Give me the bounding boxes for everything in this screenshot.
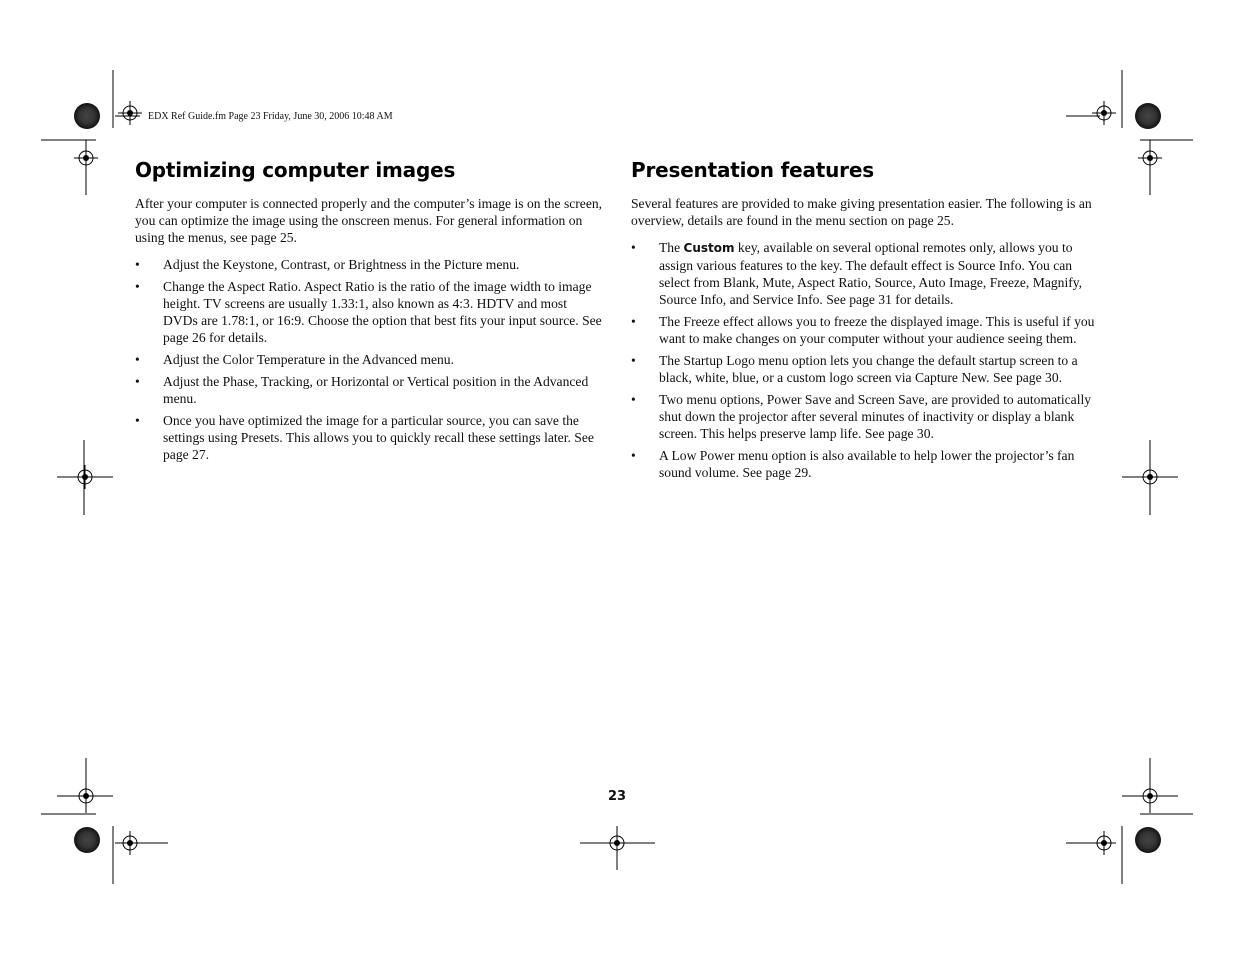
list-item: [631, 391, 1101, 442]
registration-dot-icon: [74, 103, 100, 129]
list-item: [135, 278, 605, 346]
list-item-text: The Freeze effect allows you to freeze the displayed image. This is useful if you want to make changes on your computer without your audience seeing them.: [659, 314, 1095, 346]
custom-prefix-text: The: [659, 240, 684, 255]
list-item: [135, 412, 605, 463]
bullet-icon: •: [631, 314, 636, 329]
bullet-icon: •: [135, 257, 140, 272]
file-info-header: EDX Ref Guide.fm Page 23 Friday, June 30, 2006 10:48 AM: [148, 111, 393, 122]
page-number: 23: [607, 789, 627, 804]
left-column: [135, 158, 605, 468]
list-item-text: The Startup Logo menu option lets you change the default startup screen to a black, white, blue, or a custom logo screen via Capture New. See page 30.: [659, 353, 1078, 385]
registration-dot-icon: [74, 827, 100, 853]
bullet-icon: •: [135, 374, 140, 389]
section-title-presentation: Presentation features: [631, 158, 874, 182]
optimizing-bullet-list: [135, 256, 605, 463]
presentation-bullet-list: [631, 239, 1101, 481]
list-item-text: Once you have optimized the image for a particular source, you can save the settings using Presets. This allows you to quickly recall these settings later. See page 27.: [163, 413, 594, 462]
registration-dot-icon: [1135, 827, 1161, 853]
bullet-icon: •: [631, 240, 636, 255]
bullet-icon: •: [631, 353, 636, 368]
list-item: [135, 373, 605, 407]
section-intro-presentation: Several features are provided to make giving presentation easier. The following is an overview, details are found in the menu section on page 25.: [631, 196, 1092, 228]
registration-crosshair-icon: [118, 101, 142, 125]
section-title-optimizing: Optimizing computer images: [135, 158, 456, 182]
list-item-text: Change the Aspect Ratio. Aspect Ratio is the ratio of the image width to image height. TV screens are usually 1.33:1, also known as 4:3. HDTV and most DVDs are 1.78:1, or 16:9. Choose the option that best fits your input source. See page 26 for details.: [163, 279, 602, 345]
list-item: [631, 352, 1101, 386]
list-item: [135, 351, 605, 368]
list-item-text: Adjust the Keystone, Contrast, or Brightness in the Picture menu.: [163, 257, 520, 272]
list-item-text: Adjust the Phase, Tracking, or Horizontal or Vertical position in the Advanced menu.: [163, 374, 589, 406]
list-item: [631, 239, 1101, 308]
list-item-text: Adjust the Color Temperature in the Advanced menu.: [163, 352, 454, 367]
right-column: [631, 158, 1101, 486]
list-item: [135, 256, 605, 273]
custom-rest-text: key, available on several optional remotes only, allows you to assign various features to the key. The default effect is Source Info. You can select from Blank, Mute, Aspect Ratio, Source, Auto Image, Freeze, Magnify, Source Info, and Service Info. See page 31 for details.: [659, 240, 1083, 307]
bullet-icon: •: [135, 279, 140, 294]
bullet-icon: •: [631, 392, 636, 407]
section-intro-optimizing: After your computer is connected properly and the computer’s image is on the screen, you can optimize the image using the onscreen menus. For general information on using the menus, see page 25.: [135, 196, 603, 245]
bullet-icon: •: [135, 413, 140, 428]
list-item: [631, 447, 1101, 481]
bullet-icon: •: [135, 352, 140, 367]
custom-key-keyword: Custom: [683, 241, 735, 255]
registration-crosshair-icon: [1092, 101, 1116, 125]
registration-dot-icon: [1135, 103, 1161, 129]
bullet-icon: •: [631, 448, 636, 463]
list-item: [631, 313, 1101, 347]
list-item-text: A Low Power menu option is also available to help lower the projector’s fan sound volume. See page 29.: [659, 448, 1075, 480]
list-item-text: Two menu options, Power Save and Screen Save, are provided to automatically shut down the projector after several minutes of inactivity or display a blank screen. This helps preserve lamp life. See page 30.: [659, 392, 1092, 441]
